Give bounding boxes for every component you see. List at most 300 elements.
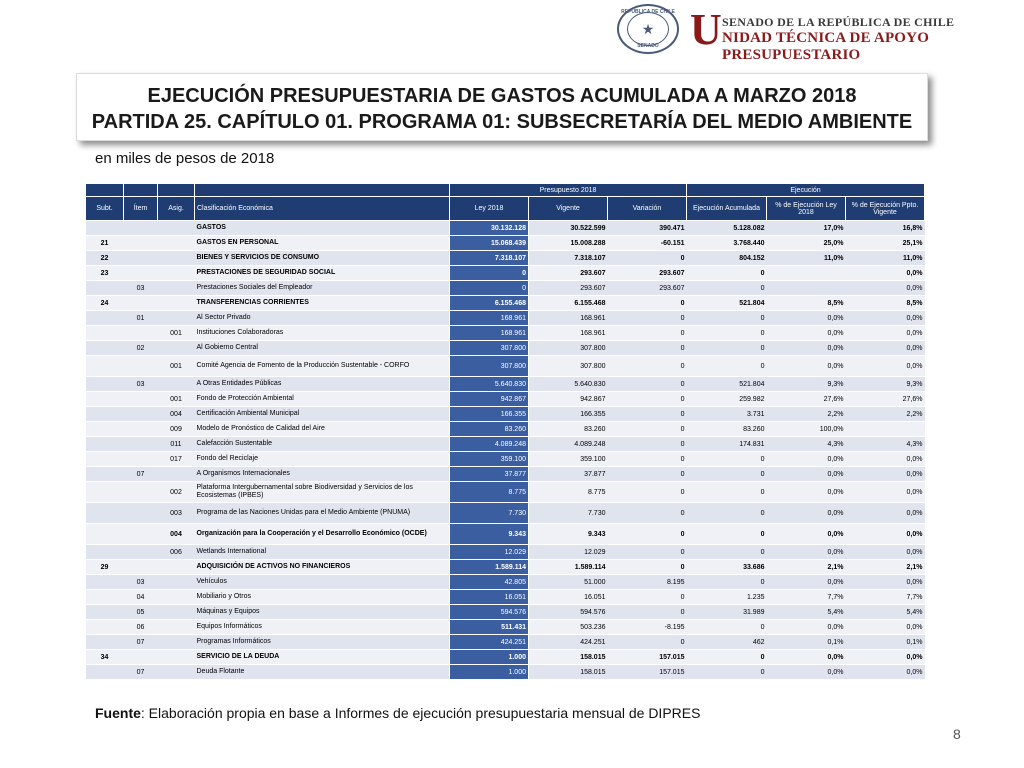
cell-vigente: 30.522.599: [529, 221, 608, 236]
table-row: [86, 635, 925, 650]
cell-asig: 017: [158, 452, 195, 467]
cell-clasificacion: Calefacción Sustentable: [195, 437, 450, 452]
cell-vigente: 4.089.248: [529, 437, 608, 452]
cell-item: [124, 356, 158, 377]
cell-asig: [158, 665, 195, 680]
table-row: [86, 377, 925, 392]
cell-ley: 594.576: [450, 605, 529, 620]
cell-asig: [158, 650, 195, 665]
cell-variacion: 0: [608, 251, 687, 266]
cell-pct-ley: 0,0%: [767, 452, 846, 467]
cell-item: 03: [124, 377, 158, 392]
cell-clasificacion: A Organismos Internacionales: [195, 467, 450, 482]
cell-vigente: 9.343: [529, 524, 608, 545]
cell-item: 04: [124, 590, 158, 605]
cell-pct-ley: 0,0%: [767, 650, 846, 665]
cell-vigente: 359.100: [529, 452, 608, 467]
cell-vigente: 293.607: [529, 281, 608, 296]
table-row: [86, 311, 925, 326]
cell-clasificacion: Vehículos: [195, 575, 450, 590]
group-header-presupuesto: Presupuesto 2018: [450, 184, 687, 197]
table-row: [86, 590, 925, 605]
cell-subt: [86, 311, 124, 326]
cell-ley: 7.730: [450, 503, 529, 524]
cell-ley: 0: [450, 281, 529, 296]
cell-subt: [86, 392, 124, 407]
cell-ley: 166.355: [450, 407, 529, 422]
cell-pct-vig: 0,0%: [846, 311, 925, 326]
col-header-pct-ley: % de Ejecución Ley 2018: [767, 197, 846, 221]
cell-pct-vig: 0,0%: [846, 266, 925, 281]
cell-pct-vig: 0,0%: [846, 452, 925, 467]
cell-pct-vig: 8,5%: [846, 296, 925, 311]
cell-pct-ley: 0,1%: [767, 635, 846, 650]
cell-subt: [86, 437, 124, 452]
cell-pct-vig: 0,0%: [846, 545, 925, 560]
cell-variacion: 0: [608, 590, 687, 605]
cell-subt: [86, 341, 124, 356]
cell-item: [124, 422, 158, 437]
budget-table: [85, 183, 925, 680]
cell-pct-vig: 27,6%: [846, 392, 925, 407]
cell-subt: [86, 482, 124, 503]
cell-pct-vig: 2,1%: [846, 560, 925, 575]
cell-clasificacion: Prestaciones Sociales del Empleador: [195, 281, 450, 296]
cell-clasificacion: Al Sector Privado: [195, 311, 450, 326]
cell-variacion: 0: [608, 452, 687, 467]
cell-asig: [158, 236, 195, 251]
cell-asig: [158, 467, 195, 482]
cell-item: 07: [124, 467, 158, 482]
cell-variacion: 0: [608, 392, 687, 407]
cell-ejec-acum: 83.260: [687, 422, 767, 437]
cell-asig: [158, 221, 195, 236]
cell-ley: 1.589.114: [450, 560, 529, 575]
table-row: [86, 266, 925, 281]
cell-asig: 003: [158, 503, 195, 524]
cell-clasificacion: Programa de las Naciones Unidas para el Medio Ambiente (PNUMA): [195, 503, 450, 524]
cell-item: [124, 503, 158, 524]
cell-vigente: 503.236: [529, 620, 608, 635]
cell-ley: 168.961: [450, 326, 529, 341]
budget-table-body: [86, 221, 925, 680]
cell-vigente: 158.015: [529, 665, 608, 680]
title-box: [76, 73, 928, 141]
cell-subt: 24: [86, 296, 124, 311]
cell-clasificacion: Comité Agencia de Fomento de la Producción Sustentable - CORFO: [195, 356, 450, 377]
page-title: EJECUCIÓN PRESUPUESTARIA DE GASTOS ACUMULADA A MARZO 2018: [147, 85, 857, 107]
cell-pct-ley: [767, 281, 846, 296]
cell-pct-vig: 0,0%: [846, 467, 925, 482]
cell-vigente: 166.355: [529, 407, 608, 422]
cell-variacion: 0: [608, 356, 687, 377]
cell-subt: [86, 407, 124, 422]
cell-subt: 34: [86, 650, 124, 665]
cell-ejec-acum: 0: [687, 650, 767, 665]
table-row: [86, 407, 925, 422]
star-icon: ★: [627, 12, 669, 46]
header-blank-item: [124, 184, 158, 197]
cell-vigente: 12.029: [529, 545, 608, 560]
cell-clasificacion: Equipos Informáticos: [195, 620, 450, 635]
cell-ejec-acum: 0: [687, 281, 767, 296]
cell-ley: 12.029: [450, 545, 529, 560]
cell-ejec-acum: 0: [687, 311, 767, 326]
header-blank-clas: [195, 184, 450, 197]
cell-pct-ley: 5,4%: [767, 605, 846, 620]
cell-item: [124, 221, 158, 236]
cell-pct-vig: 0,1%: [846, 635, 925, 650]
table-row: [86, 605, 925, 620]
cell-ley: 1.000: [450, 665, 529, 680]
cell-ley: 8.775: [450, 482, 529, 503]
cell-ley: 424.251: [450, 635, 529, 650]
cell-item: [124, 437, 158, 452]
cell-variacion: 157.015: [608, 650, 687, 665]
cell-subt: [86, 590, 124, 605]
cell-pct-ley: 7,7%: [767, 590, 846, 605]
cell-ley: 307.800: [450, 356, 529, 377]
cell-subt: [86, 422, 124, 437]
cell-clasificacion: BIENES Y SERVICIOS DE CONSUMO: [195, 251, 450, 266]
cell-ejec-acum: 0: [687, 341, 767, 356]
cell-clasificacion: Wetlands International: [195, 545, 450, 560]
cell-variacion: 0: [608, 341, 687, 356]
col-header-ley: Ley 2018: [450, 197, 529, 221]
cell-ejec-acum: 0: [687, 326, 767, 341]
cell-pct-ley: 27,6%: [767, 392, 846, 407]
logo-line-senado: SENADO DE LA REPÚBLICA DE CHILE: [722, 15, 955, 29]
cell-subt: [86, 524, 124, 545]
cell-item: 07: [124, 665, 158, 680]
cell-ley: 15.068.439: [450, 236, 529, 251]
cell-asig: [158, 341, 195, 356]
cell-asig: 009: [158, 422, 195, 437]
cell-asig: [158, 560, 195, 575]
cell-vigente: 168.961: [529, 326, 608, 341]
cell-ley: 37.877: [450, 467, 529, 482]
cell-vigente: 83.260: [529, 422, 608, 437]
cell-asig: 006: [158, 545, 195, 560]
cell-asig: 001: [158, 392, 195, 407]
cell-vigente: 5.640.830: [529, 377, 608, 392]
page-subtitle-program: PARTIDA 25. CAPÍTULO 01. PROGRAMA 01: SUBSECRETARÍA DEL MEDIO AMBIENTE: [91, 111, 913, 133]
cell-ley: 83.260: [450, 422, 529, 437]
table-row: [86, 341, 925, 356]
table-row: [86, 221, 925, 236]
cell-clasificacion: Modelo de Pronóstico de Calidad del Aire: [195, 422, 450, 437]
cell-item: [124, 452, 158, 467]
cell-ejec-acum: 33.686: [687, 560, 767, 575]
cell-subt: 29: [86, 560, 124, 575]
cell-pct-vig: 0,0%: [846, 356, 925, 377]
cell-ejec-acum: 174.831: [687, 437, 767, 452]
table-row: [86, 545, 925, 560]
cell-pct-ley: 0,0%: [767, 524, 846, 545]
cell-pct-ley: 25,0%: [767, 236, 846, 251]
cell-subt: [86, 326, 124, 341]
cell-pct-vig: 0,0%: [846, 482, 925, 503]
cell-pct-vig: 25,1%: [846, 236, 925, 251]
cell-variacion: 0: [608, 437, 687, 452]
cell-variacion: 0: [608, 605, 687, 620]
cell-ejec-acum: 0: [687, 545, 767, 560]
table-row: [86, 620, 925, 635]
cell-clasificacion: PRESTACIONES DE SEGURIDAD SOCIAL: [195, 266, 450, 281]
source-text: : Elaboración propia en base a Informes de ejecución presupuestaria mensual de DIPRES: [140, 705, 701, 721]
cell-item: [124, 560, 158, 575]
cell-item: 06: [124, 620, 158, 635]
cell-subt: [86, 377, 124, 392]
cell-clasificacion: GASTOS: [195, 221, 450, 236]
cell-ejec-acum: 0: [687, 452, 767, 467]
source-footnote: [95, 705, 700, 721]
table-row: [86, 452, 925, 467]
cell-variacion: 293.607: [608, 266, 687, 281]
table-row: [86, 251, 925, 266]
table-row: [86, 524, 925, 545]
seal-bottom-text: SENADO: [637, 43, 659, 49]
cell-subt: 22: [86, 251, 124, 266]
cell-item: 03: [124, 281, 158, 296]
cell-ley: 4.089.248: [450, 437, 529, 452]
cell-variacion: -8.195: [608, 620, 687, 635]
page-number: 8: [953, 726, 961, 742]
cell-ley: 168.961: [450, 311, 529, 326]
cell-clasificacion: Fondo del Reciclaje: [195, 452, 450, 467]
cell-variacion: 0: [608, 524, 687, 545]
cell-subt: [86, 635, 124, 650]
cell-variacion: 0: [608, 296, 687, 311]
col-header-vigente: Vigente: [529, 197, 608, 221]
cell-item: [124, 326, 158, 341]
cell-vigente: 168.961: [529, 311, 608, 326]
cell-ejec-acum: 521.804: [687, 296, 767, 311]
cell-pct-ley: 0,0%: [767, 326, 846, 341]
cell-vigente: 1.589.114: [529, 560, 608, 575]
cell-subt: [86, 605, 124, 620]
table-row: [86, 467, 925, 482]
cell-pct-ley: 2,2%: [767, 407, 846, 422]
cell-item: [124, 650, 158, 665]
cell-pct-ley: 0,0%: [767, 467, 846, 482]
cell-variacion: 390.471: [608, 221, 687, 236]
cell-item: 05: [124, 605, 158, 620]
table-row: [86, 422, 925, 437]
cell-clasificacion: Al Gobierno Central: [195, 341, 450, 356]
cell-clasificacion: Fondo de Protección Ambiental: [195, 392, 450, 407]
cell-ejec-acum: 804.152: [687, 251, 767, 266]
cell-asig: 001: [158, 356, 195, 377]
cell-ejec-acum: 0: [687, 665, 767, 680]
cell-vigente: 15.008.288: [529, 236, 608, 251]
cell-pct-vig: 0,0%: [846, 524, 925, 545]
cell-item: [124, 251, 158, 266]
cell-subt: [86, 221, 124, 236]
cell-ley: 942.867: [450, 392, 529, 407]
cell-variacion: 0: [608, 377, 687, 392]
cell-vigente: 16.051: [529, 590, 608, 605]
cell-pct-vig: 11,0%: [846, 251, 925, 266]
cell-ley: 5.640.830: [450, 377, 529, 392]
table-row: [86, 326, 925, 341]
cell-subt: 23: [86, 266, 124, 281]
cell-ejec-acum: 3.768.440: [687, 236, 767, 251]
cell-variacion: 0: [608, 467, 687, 482]
table-row: [86, 236, 925, 251]
cell-asig: [158, 605, 195, 620]
cell-pct-ley: 0,0%: [767, 665, 846, 680]
cell-ejec-acum: 31.989: [687, 605, 767, 620]
cell-asig: 004: [158, 524, 195, 545]
cell-pct-ley: 11,0%: [767, 251, 846, 266]
table-row: [86, 665, 925, 680]
table-row: [86, 296, 925, 311]
cell-asig: [158, 251, 195, 266]
cell-vigente: 158.015: [529, 650, 608, 665]
cell-pct-ley: 9,3%: [767, 377, 846, 392]
cell-pct-ley: 100,0%: [767, 422, 846, 437]
cell-subt: [86, 281, 124, 296]
cell-variacion: 0: [608, 545, 687, 560]
cell-subt: 21: [86, 236, 124, 251]
cell-pct-vig: 7,7%: [846, 590, 925, 605]
cell-vigente: 8.775: [529, 482, 608, 503]
cell-clasificacion: A Otras Entidades Públicas: [195, 377, 450, 392]
units-note: en miles de pesos de 2018: [95, 150, 275, 167]
seal-top-text: REPÚBLICA DE CHILE: [621, 9, 675, 15]
cell-ejec-acum: 0: [687, 482, 767, 503]
cell-asig: 002: [158, 482, 195, 503]
cell-ley: 42.805: [450, 575, 529, 590]
cell-pct-vig: 9,3%: [846, 377, 925, 392]
cell-asig: [158, 590, 195, 605]
cell-asig: [158, 296, 195, 311]
cell-asig: [158, 575, 195, 590]
table-row: [86, 482, 925, 503]
cell-ejec-acum: 521.804: [687, 377, 767, 392]
cell-pct-vig: [846, 422, 925, 437]
cell-vigente: 7.730: [529, 503, 608, 524]
cell-subt: [86, 452, 124, 467]
cell-item: [124, 236, 158, 251]
table-row: [86, 503, 925, 524]
col-header-asig: Asig.: [158, 197, 195, 221]
cell-clasificacion: Instituciones Colaboradoras: [195, 326, 450, 341]
cell-pct-ley: 0,0%: [767, 311, 846, 326]
cell-clasificacion: Organización para la Cooperación y el Desarrollo Económico (OCDE): [195, 524, 450, 545]
cell-item: [124, 392, 158, 407]
cell-item: 07: [124, 635, 158, 650]
cell-vigente: 307.800: [529, 356, 608, 377]
cell-clasificacion: GASTOS EN PERSONAL: [195, 236, 450, 251]
col-header-ejec-acum: Ejecución Acumulada: [687, 197, 767, 221]
cell-pct-ley: 0,0%: [767, 341, 846, 356]
source-label: Fuente: [95, 705, 141, 721]
cell-pct-ley: 0,0%: [767, 575, 846, 590]
cell-vigente: 293.607: [529, 266, 608, 281]
cell-ley: 6.155.468: [450, 296, 529, 311]
cell-subt: [86, 620, 124, 635]
cell-pct-ley: 4,3%: [767, 437, 846, 452]
cell-asig: [158, 311, 195, 326]
cell-ejec-acum: 0: [687, 467, 767, 482]
cell-pct-ley: 0,0%: [767, 503, 846, 524]
cell-ejec-acum: 0: [687, 503, 767, 524]
group-header-ejecucion: Ejecución: [687, 184, 925, 197]
cell-asig: [158, 377, 195, 392]
cell-variacion: -60.151: [608, 236, 687, 251]
table-row: [86, 392, 925, 407]
cell-pct-ley: [767, 266, 846, 281]
cell-pct-vig: 2,2%: [846, 407, 925, 422]
cell-pct-vig: 0,0%: [846, 281, 925, 296]
cell-asig: [158, 281, 195, 296]
cell-variacion: 0: [608, 311, 687, 326]
col-header-item: Ítem: [124, 197, 158, 221]
header-blank-asig: [158, 184, 195, 197]
cell-variacion: 293.607: [608, 281, 687, 296]
cell-clasificacion: Certificación Ambiental Municipal: [195, 407, 450, 422]
table-row: [86, 575, 925, 590]
cell-variacion: 0: [608, 635, 687, 650]
cell-pct-ley: 0,0%: [767, 356, 846, 377]
cell-ley: 7.318.107: [450, 251, 529, 266]
cell-pct-vig: 0,0%: [846, 575, 925, 590]
cell-asig: 004: [158, 407, 195, 422]
cell-subt: [86, 503, 124, 524]
table-row: [86, 650, 925, 665]
cell-item: 03: [124, 575, 158, 590]
cell-item: [124, 545, 158, 560]
cell-ejec-acum: 5.128.082: [687, 221, 767, 236]
senado-seal-logo: [617, 4, 679, 54]
cell-subt: [86, 575, 124, 590]
cell-subt: [86, 356, 124, 377]
cell-pct-vig: 4,3%: [846, 437, 925, 452]
cell-vigente: 7.318.107: [529, 251, 608, 266]
cell-clasificacion: Plataforma Intergubernamental sobre Biodiversidad y Servicios de los Ecosistemas (IPBES): [195, 482, 450, 503]
cell-ejec-acum: 0: [687, 266, 767, 281]
cell-variacion: 0: [608, 482, 687, 503]
cell-subt: [86, 545, 124, 560]
cell-pct-ley: 0,0%: [767, 482, 846, 503]
cell-asig: 011: [158, 437, 195, 452]
cell-item: [124, 296, 158, 311]
cell-asig: [158, 635, 195, 650]
header-blank-subt: [86, 184, 124, 197]
cell-item: 01: [124, 311, 158, 326]
cell-pct-vig: 0,0%: [846, 665, 925, 680]
cell-asig: 001: [158, 326, 195, 341]
logo-line-unidad: NIDAD TÉCNICA DE APOYO PRESUPUESTARIO: [722, 30, 930, 63]
cell-pct-vig: 16,8%: [846, 221, 925, 236]
cell-variacion: 0: [608, 422, 687, 437]
cell-pct-vig: 0,0%: [846, 503, 925, 524]
cell-ley: 359.100: [450, 452, 529, 467]
cell-variacion: 0: [608, 407, 687, 422]
cell-pct-ley: 17,0%: [767, 221, 846, 236]
table-row: [86, 437, 925, 452]
cell-pct-vig: 0,0%: [846, 326, 925, 341]
cell-clasificacion: Máquinas y Equipos: [195, 605, 450, 620]
cell-ejec-acum: 0: [687, 575, 767, 590]
cell-vigente: 37.877: [529, 467, 608, 482]
cell-variacion: 157.015: [608, 665, 687, 680]
cell-item: 02: [124, 341, 158, 356]
cell-vigente: 424.251: [529, 635, 608, 650]
col-header-clasificacion: Clasificación Económica: [195, 197, 450, 221]
